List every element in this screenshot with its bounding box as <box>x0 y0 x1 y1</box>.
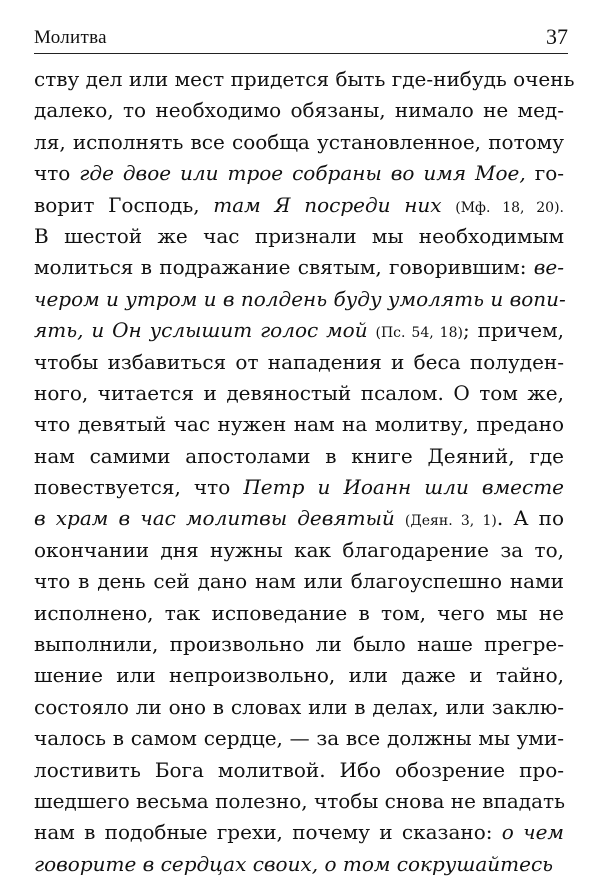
text-segment: чтобы избавиться от нападения и беса полуден- <box>34 349 564 374</box>
text-segment: чалось в самом сердце, — за все должны мы уми- <box>34 726 564 751</box>
scripture-reference: (Пс. 54, 18) <box>375 325 463 342</box>
text-line <box>34 598 564 629</box>
italic-quote: там Я посреди них <box>213 192 442 217</box>
italic-quote: где двое или трое собраны во имя Мое, <box>79 161 526 186</box>
text-segment: шение или непроизвольно, или даже и тайно, <box>34 663 564 688</box>
text-segment: далеко, то необходимо обязаны, нимало не мед- <box>34 98 564 123</box>
italic-quote: Петр и Иоанн шли вместе <box>243 475 564 500</box>
text-line <box>34 786 564 817</box>
text-line <box>34 284 564 315</box>
text-line <box>34 472 564 503</box>
text-line <box>34 127 564 158</box>
text-line <box>34 95 564 126</box>
text-line <box>34 441 564 472</box>
text-segment: лостивить Бога молитвой. Ибо обозрение про- <box>34 757 564 782</box>
italic-quote: о чем <box>501 820 564 845</box>
text-line <box>34 347 564 378</box>
text-segment: повествуется, что <box>34 475 244 500</box>
text-line <box>34 221 564 252</box>
italic-quote: в храм в час молитвы девятый <box>34 506 395 531</box>
text-segment: что девятый час нужен нам на молитву, предано <box>34 412 564 437</box>
text-line <box>34 503 564 534</box>
text-segment: шедшего весьма полезно, чтобы снова не впадать <box>34 788 565 813</box>
text-line <box>34 849 564 880</box>
text-line <box>34 660 564 691</box>
text-line <box>34 378 564 409</box>
text-line <box>34 190 564 221</box>
text-segment: ; причем, <box>462 318 565 343</box>
text-segment: ворит Господь, <box>34 192 214 217</box>
text-segment: нам в подобные грехи, почему и сказано: <box>34 820 502 845</box>
italic-quote: чером и утром и в полдень буду умолять и вопи- <box>34 286 566 311</box>
text-segment: нам самими апостолами в книге Деяний, где <box>34 443 564 468</box>
text-segment: выполнили, произвольно ли было наше прегре- <box>34 632 564 657</box>
text-line <box>34 64 575 95</box>
scripture-reference: (Деян. 3, 1) <box>404 513 497 530</box>
text-segment: ству дел или мест придется быть где-нибудь очень <box>34 67 575 91</box>
text-line <box>34 252 564 283</box>
text-line <box>34 566 564 597</box>
text-segment: В шестой же час признали мы необходимым <box>34 223 564 248</box>
text-segment: го- <box>525 161 564 186</box>
text-segment: исполнено, так исповедание в том, чего мы не <box>34 600 564 625</box>
text-line <box>34 409 564 440</box>
text-segment: . А по <box>496 506 565 531</box>
scripture-reference: (Мф. 18, 20). <box>455 199 564 216</box>
text-segment: ля, исполнять все сообща установленное, потому <box>34 129 564 154</box>
text-line <box>34 817 564 848</box>
page-header <box>34 18 568 54</box>
italic-quote: говорите в сердцах своих, о том сокрушайтесь <box>34 851 554 876</box>
text-segment: ного, читается и девяностый псалом. О том же, <box>34 380 564 405</box>
text-segment <box>395 506 405 530</box>
text-line <box>34 315 564 346</box>
text-line <box>34 723 564 754</box>
text-segment: молиться в подражание святым, говорившим: <box>34 255 534 280</box>
text-segment: что <box>34 161 80 186</box>
text-line <box>34 692 564 723</box>
text-line <box>34 535 564 566</box>
text-segment: что в день сей дано нам или благоуспешно нами <box>34 569 564 594</box>
text-segment: окончании дня нужны как благодарение за то, <box>34 537 564 562</box>
page-number: 37 <box>546 24 568 49</box>
text-line <box>34 755 564 786</box>
italic-quote: ве- <box>533 255 564 280</box>
text-segment <box>442 193 456 217</box>
text-line <box>34 158 564 189</box>
italic-quote: ять, и Он услышит голос мой <box>34 318 368 343</box>
header-rule <box>34 53 568 54</box>
text-line <box>34 629 564 660</box>
body-text <box>34 64 575 880</box>
text-segment: состояло ли оно в словах или в делах, или заклю- <box>34 694 564 719</box>
running-head: Молитва <box>34 27 107 48</box>
